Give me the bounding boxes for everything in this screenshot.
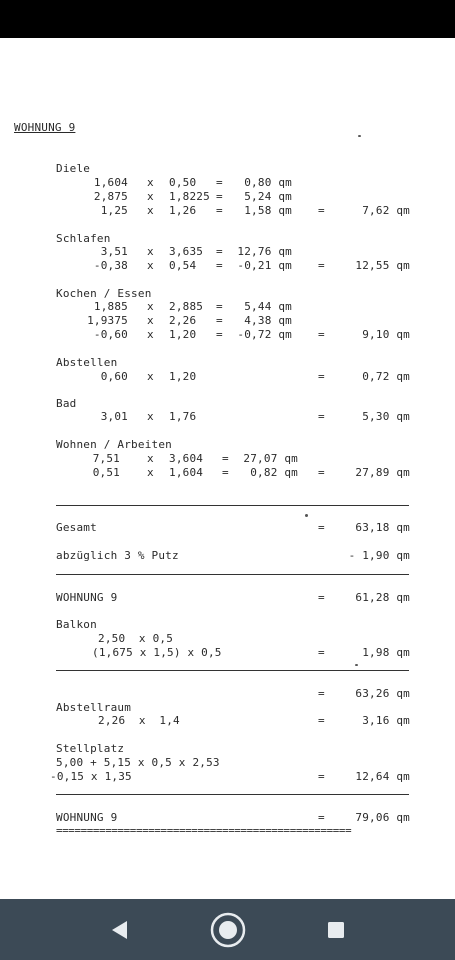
calc-cell: 3,604: [169, 452, 204, 465]
scan-speck: [305, 514, 308, 517]
wohnung-subtotal-eq: =: [318, 591, 325, 604]
calc-cell: -0,72 qm: [237, 328, 292, 341]
calc-cell: x: [147, 176, 154, 189]
final-label: WOHNUNG 9: [56, 811, 118, 824]
gesamt-label: Gesamt: [56, 521, 97, 534]
calc-cell: 7,51: [92, 452, 120, 465]
calc-cell: 1,604: [169, 466, 204, 479]
calc-cell: 1,58 qm: [244, 204, 292, 217]
calc-cell: 0,80 qm: [244, 176, 292, 189]
calc-cell: 2,875: [93, 190, 128, 203]
recents-button[interactable]: [316, 899, 356, 960]
calc-cell: 1,76: [169, 410, 197, 423]
section-label-bad: Bad: [56, 397, 77, 410]
wohnen-total-eq: =: [318, 466, 325, 479]
putz-label: abzüglich 3 % Putz: [56, 549, 179, 562]
calc-cell: x: [147, 370, 154, 383]
section-label-diele: Diele: [56, 162, 91, 175]
zwischensumme-value: 63,26 qm: [355, 687, 410, 700]
stellplatz-line1: 5,00 + 5,15 x 0,5 x 2,53: [56, 756, 220, 769]
balkon-line1: 2,50 x 0,5: [98, 632, 174, 645]
section-label-schlafen: Schlafen: [56, 232, 111, 245]
calc-cell: x: [147, 328, 154, 341]
calc-cell: -0,21 qm: [237, 259, 292, 272]
kochen-total: 9,10 qm: [362, 328, 410, 341]
calc-cell: x: [147, 466, 154, 479]
balkon-eq: =: [318, 646, 325, 659]
calc-cell: 12,76 qm: [237, 245, 292, 258]
diele-total: 7,62 qm: [362, 204, 410, 217]
abstellen-total: 0,72 qm: [362, 370, 410, 383]
double-rule: ================================================: [56, 824, 352, 837]
stellplatz-line2: -0,15 x 1,35: [50, 770, 132, 783]
wohnen-total: 27,89 qm: [355, 466, 410, 479]
calc-cell: =: [222, 452, 229, 465]
divider-rule: [56, 670, 409, 671]
calc-cell: 1,20: [169, 370, 197, 383]
calc-cell: 0,82 qm: [250, 466, 298, 479]
section-label-wohnen: Wohnen / Arbeiten: [56, 438, 172, 451]
calc-cell: 5,24 qm: [244, 190, 292, 203]
calc-cell: =: [216, 328, 223, 341]
calc-cell: 1,8225: [169, 190, 210, 203]
calc-cell: 2,26: [169, 314, 197, 327]
gesamt-eq: =: [318, 521, 325, 534]
bad-total: 5,30 qm: [362, 410, 410, 423]
abstellen-total-eq: =: [318, 370, 325, 383]
navigation-bar: [0, 899, 455, 960]
balkon-line2: (1,675 x 1,5) x 0,5: [92, 646, 222, 659]
calc-cell: 3,51: [100, 245, 128, 258]
diele-total-eq: =: [318, 204, 325, 217]
final-eq: =: [318, 811, 325, 824]
gesamt-value: 63,18 qm: [355, 521, 410, 534]
balkon-label: Balkon: [56, 618, 97, 631]
document-page: [0, 38, 455, 899]
wohnung-subtotal-value: 61,28 qm: [355, 591, 410, 604]
calc-cell: =: [216, 204, 223, 217]
calc-cell: x: [147, 300, 154, 313]
calc-cell: x: [147, 245, 154, 258]
recents-icon: [326, 920, 346, 940]
calc-cell: 0,60: [100, 370, 128, 383]
page-title: WOHNUNG 9: [14, 121, 76, 134]
calc-cell: 3,01: [100, 410, 128, 423]
stellplatz-value: 12,64 qm: [355, 770, 410, 783]
calc-cell: x: [147, 314, 154, 327]
stellplatz-eq: =: [318, 770, 325, 783]
abstellraum-label: Abstellraum: [56, 701, 132, 714]
calc-cell: =: [216, 176, 223, 189]
kochen-total-eq: =: [318, 328, 325, 341]
schlafen-total: 12,55 qm: [355, 259, 410, 272]
calc-cell: x: [147, 452, 154, 465]
calc-cell: 3,635: [169, 245, 204, 258]
calc-cell: x: [147, 190, 154, 203]
balkon-value: 1,98 qm: [362, 646, 410, 659]
calc-cell: =: [216, 314, 223, 327]
abstellraum-value: 3,16 qm: [362, 714, 410, 727]
calc-cell: 1,885: [93, 300, 128, 313]
calc-cell: -0,38: [93, 259, 128, 272]
calc-cell: =: [222, 466, 229, 479]
divider-rule: [56, 574, 409, 575]
calc-cell: 4,38 qm: [244, 314, 292, 327]
putz-value: - 1,90 qm: [348, 549, 410, 562]
section-label-kochen: Kochen / Essen: [56, 287, 152, 300]
home-button[interactable]: [205, 899, 251, 960]
scan-speck: [358, 135, 361, 137]
calc-cell: =: [216, 300, 223, 313]
calc-cell: 0,54: [169, 259, 197, 272]
wohnung-subtotal-label: WOHNUNG 9: [56, 591, 118, 604]
calc-cell: 1,9375: [87, 314, 128, 327]
calc-cell: =: [216, 259, 223, 272]
back-icon: [109, 919, 131, 941]
calc-cell: =: [216, 245, 223, 258]
back-button[interactable]: [98, 899, 142, 960]
calc-cell: 1,26: [169, 204, 197, 217]
abstellraum-line1: 2,26 x 1,4: [98, 714, 180, 727]
calc-cell: 5,44 qm: [244, 300, 292, 313]
status-bar: [0, 0, 455, 38]
calc-cell: 1,25: [100, 204, 128, 217]
final-value: 79,06 qm: [355, 811, 410, 824]
calc-cell: 27,07 qm: [243, 452, 298, 465]
calc-cell: 1,604: [93, 176, 128, 189]
stellplatz-label: Stellplatz: [56, 742, 125, 755]
calc-cell: 0,51: [92, 466, 120, 479]
divider-rule: [56, 794, 409, 795]
calc-cell: 1,20: [169, 328, 197, 341]
calc-cell: x: [147, 410, 154, 423]
scan-speck: [355, 664, 358, 666]
calc-cell: 2,885: [169, 300, 204, 313]
calc-cell: -0,60: [93, 328, 128, 341]
calc-cell: =: [216, 190, 223, 203]
section-label-abstellen: Abstellen: [56, 356, 118, 369]
calc-cell: 0,50: [169, 176, 197, 189]
zwischensumme-eq: =: [318, 687, 325, 700]
home-icon: [209, 911, 247, 949]
abstellraum-eq: =: [318, 714, 325, 727]
divider-rule: [56, 505, 409, 506]
calc-cell: x: [147, 259, 154, 272]
schlafen-total-eq: =: [318, 259, 325, 272]
bad-total-eq: =: [318, 410, 325, 423]
calc-cell: x: [147, 204, 154, 217]
